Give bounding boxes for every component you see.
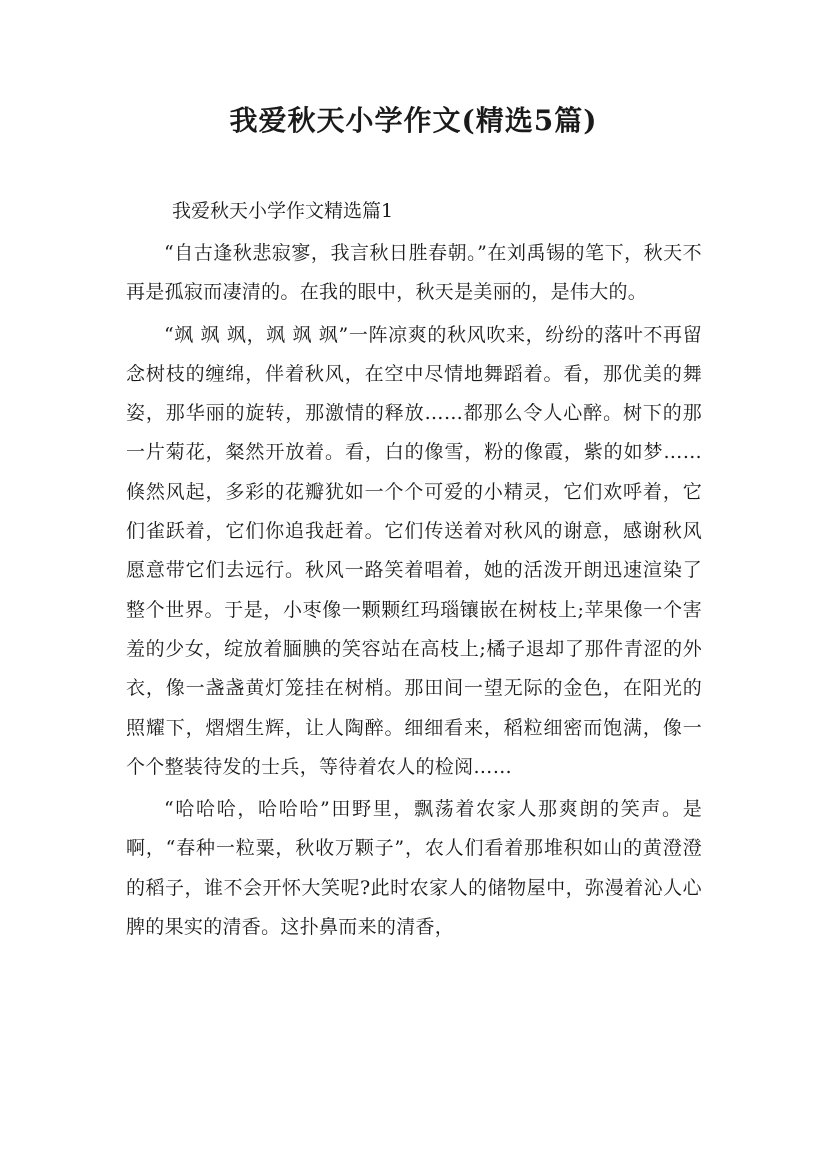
paragraph-3: “哈哈哈，哈哈哈”田野里，飘荡着农家人那爽朗的笑声。是啊，“春种一粒粟，秋收万颗子”，农人们看着那堆积如山的黄澄澄的稻子，谁不会开怀大笑呢?此时农家人的储物屋中，弥漫着沁人心脾的果实的清香。这扑鼻而来的清香， bbox=[126, 798, 702, 939]
article-body bbox=[126, 234, 702, 950]
paragraph-2: “飒 飒 飒，飒 飒 飒”一阵凉爽的秋风吹来，纷纷的落叶不再留念树枝的缠绵，伴着秋风，在空中尽情地舞蹈着。看，那优美的舞姿，那华丽的旋转，那激情的释放……都那么令人心醉。树下的那一片菊花，粲然开放着。看，白的像雪，粉的像霞，紫的如梦……倏然风起，多彩的花瓣犹如一个个可爱的小精灵，它们欢呼着，它们雀跃着，它们你追我赶着。它们传送着对秋风的谢意，感谢秋风愿意带它们去远行。秋风一路笑着唱着，她的活泼开朗迅速渲染了整个世界。于是，小枣像一颗颗红玛瑙镶嵌在树枝上;苹果像一个害羞的少女，绽放着腼腆的笑容站在高枝上;橘子退却了那件青涩的外衣，像一盏盏黄灯笼挂在树梢。那田间一望无际的金色，在阳光的照耀下，熠熠生辉，让人陶醉。细细看来，稻粒细密而饱满，像一个个整装待发的士兵，等待着农人的检阅…… bbox=[126, 323, 702, 778]
paragraph-1: “自古逢秋悲寂寥，我言秋日胜春朝。”在刘禹锡的笔下，秋天不再是孤寂而凄清的。在我的眼中，秋天是美丽的，是伟大的。 bbox=[126, 242, 702, 304]
document-title: 我爱秋天小学作文(精选5篇) bbox=[229, 104, 598, 137]
section-heading: 我爱秋天小学作文精选篇1 bbox=[172, 200, 394, 222]
